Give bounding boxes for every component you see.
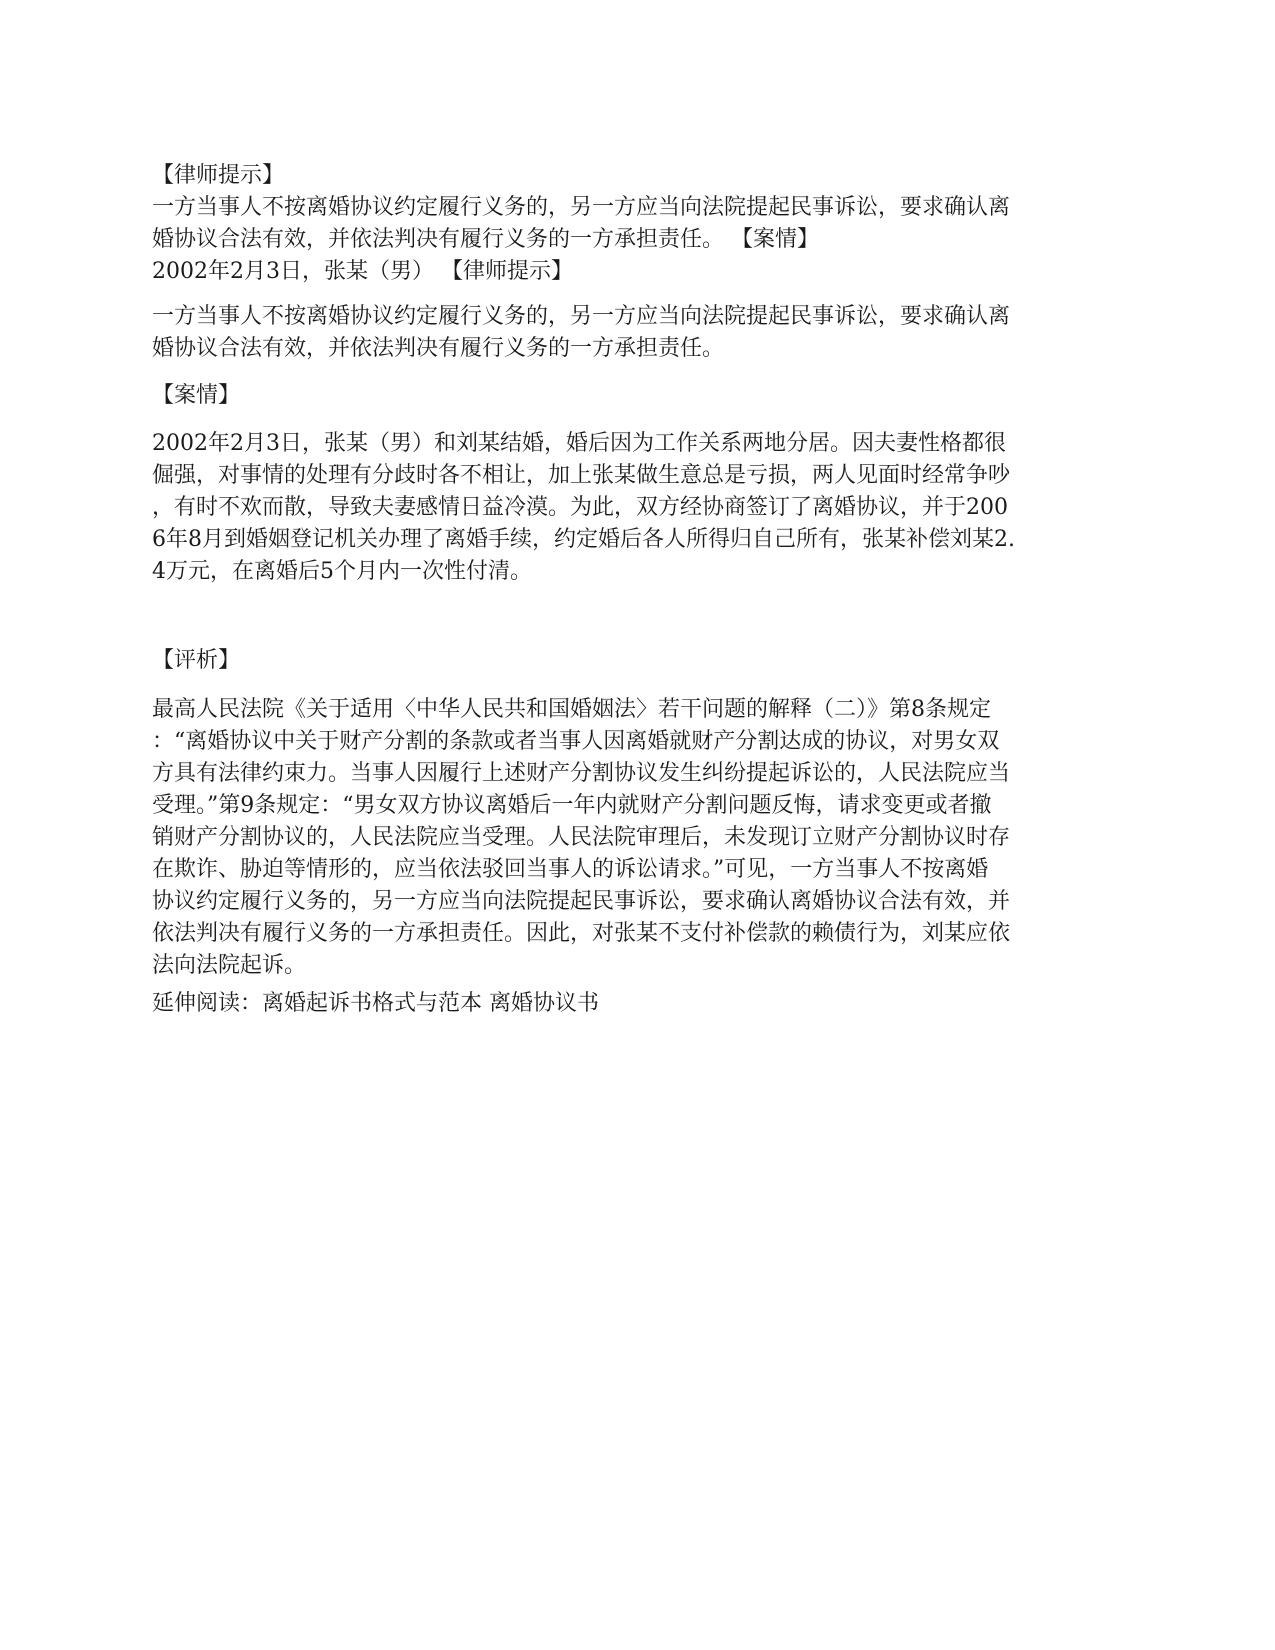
case-line-5: 4万元，在离婚后5个月内一次性付清。 (152, 559, 532, 584)
further-reading-link-complaint[interactable]: 离婚起诉书格式与范本 (262, 991, 483, 1016)
lawyer-tip-line-1: 一方当事人不按离婚协议约定履行义务的，另一方应当向法院提起民事诉讼，要求确认离 (152, 304, 1011, 329)
analysis-line-8: 依法判决有履行义务的一方承担责任。因此，对张某不支付补偿款的赖债行为，刘某应依 (152, 921, 1011, 946)
lawyer-tip-paragraph (152, 301, 1132, 365)
case-paragraph (152, 428, 1132, 588)
analysis-line-9: 法向法院起诉。 (152, 953, 307, 978)
further-reading-link-agreement[interactable]: 离婚协议书 (489, 991, 600, 1016)
summary-line-3: 2002年2月3日，张某（男） 【律师提示】 (152, 259, 573, 284)
case-heading-text: 【案情】 (152, 383, 241, 408)
analysis-heading (152, 645, 1132, 677)
analysis-line-2: ：“离婚协议中关于财产分割的条款或者当事人因离婚就财产分割达成的协议，对男女双 (152, 729, 1000, 754)
case-line-2: 倔强，对事情的处理有分歧时各不相让，加上张某做生意总是亏损，两人见面时经常争吵 (152, 463, 1011, 488)
lawyer-tip-line-2: 婚协议合法有效，并依法判决有履行义务的一方承担责任。 (152, 336, 725, 361)
analysis-paragraph (152, 694, 1132, 982)
summary-line-2: 婚协议合法有效，并依法判决有履行义务的一方承担责任。 【案情】 (152, 227, 819, 252)
analysis-line-6: 在欺诈、胁迫等情形的，应当依法驳回当事人的诉讼请求。”可见，一方当事人不按离婚 (152, 857, 989, 882)
analysis-line-3: 方具有法律约束力。当事人因履行上述财产分割协议发生纠纷提起诉讼的，人民法院应当 (152, 761, 1011, 786)
further-reading-label: 延伸阅读： (152, 991, 263, 1016)
case-heading (152, 380, 1132, 412)
case-line-3: ，有时不欢而散，导致夫妻感情日益冷漠。为此，双方经协商签订了离婚协议，并于200 (152, 495, 1008, 520)
analysis-line-5: 销财产分割协议的，人民法院应当受理。人民法院审理后，未发现订立财产分割协议时存 (152, 825, 1011, 850)
analysis-line-1: 最高人民法院《关于适用〈中华人民共和国婚姻法〉若干问题的解释（二）》第8条规定 (152, 697, 991, 722)
summary-block (152, 160, 1132, 288)
analysis-line-7: 协议约定履行义务的，另一方应当向法院提起民事诉讼，要求确认离婚协议合法有效，并 (152, 889, 1011, 914)
case-line-1: 2002年2月3日，张某（男）和刘某结婚，婚后因为工作关系两地分居。因夫妻性格都很 (152, 431, 1006, 456)
analysis-line-4: 受理。”第9条规定：“男女双方协议离婚后一年内就财产分割问题反悔，请求变更或者撤 (152, 793, 992, 818)
further-reading-line (152, 988, 1132, 1020)
further-reading (152, 988, 1132, 1020)
summary-line-1: 一方当事人不按离婚协议约定履行义务的，另一方应当向法院提起民事诉讼，要求确认离 (152, 195, 1011, 220)
summary-heading: 【律师提示】 (152, 163, 285, 188)
analysis-heading-text: 【评析】 (152, 648, 241, 673)
case-line-4: 6年8月到婚姻登记机关办理了离婚手续，约定婚后各人所得归自己所有，张某补偿刘某2. (152, 527, 1015, 552)
